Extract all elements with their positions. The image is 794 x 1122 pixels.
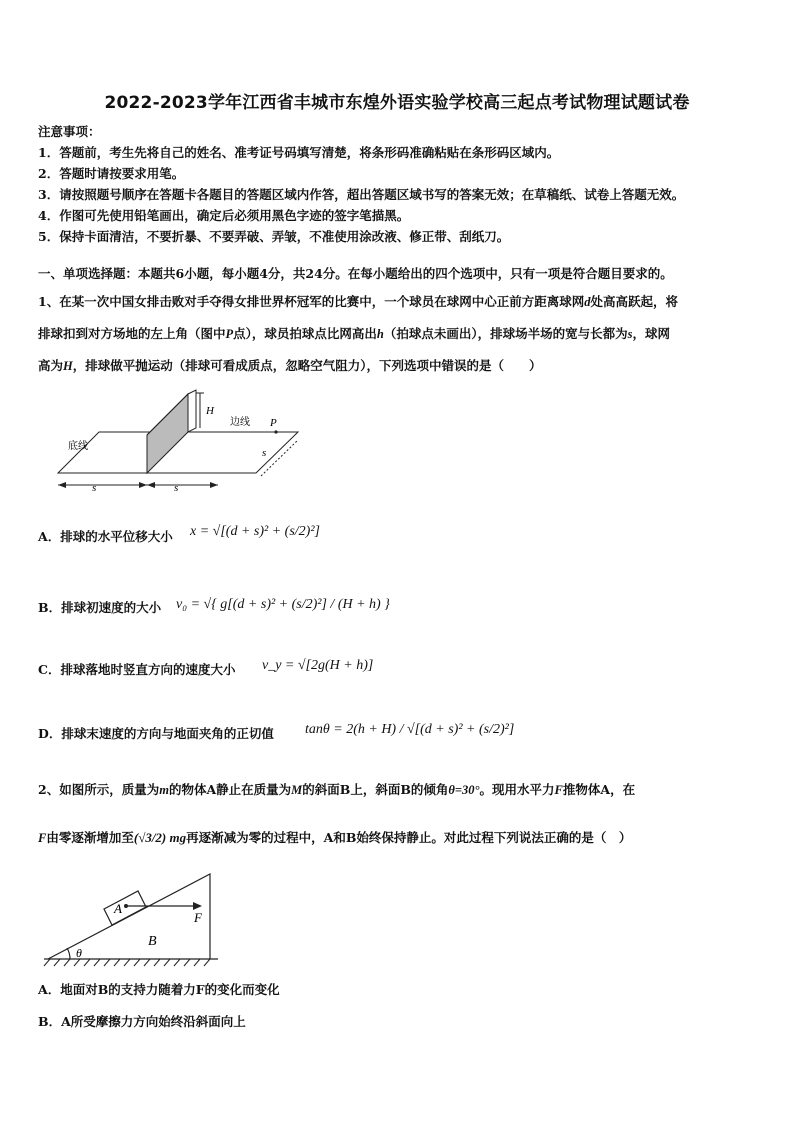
q1-option-b: B．排球初速度的大小	[38, 600, 162, 615]
q1-option-a-formula: x = √[(d + s)² + (s/2)²]	[190, 524, 320, 539]
label-B: B	[148, 934, 157, 949]
q2-option-a: A．地面对B的支持力随着力F的变化而变化	[38, 982, 280, 997]
label-baseline: 底线	[68, 441, 88, 452]
label-s-right: s	[174, 482, 179, 494]
label-theta: θ	[76, 946, 82, 960]
label-s-side: s	[262, 447, 267, 459]
label-F: F	[194, 910, 202, 925]
q1-line-2: 排球扣到对方场地的左上角（图中P点），球员拍球点比网高出h（拍球点未画出），排球场半场的宽与长都为s，球网	[38, 326, 671, 341]
q1-option-d-formula: tanθ = 2(h + H) / √[(d + s)² + (s/2)²]	[305, 722, 515, 737]
section-heading: 一、单项选择题：本题共6小题，每小题4分，共24分。在每小题给出的四个选项中，只有一项是符合题目要求的。	[38, 266, 673, 281]
q1-option-d: D．排球末速度的方向与地面夹角的正切值	[38, 726, 274, 741]
label-sideline: 边线	[230, 417, 250, 428]
q2-line-1: 2、如图所示，质量为m的物体A静止在质量为M的斜面B上，斜面B的倾角θ=30°。现用水平力F推物体A，在	[38, 782, 636, 797]
notice-item: 4．作图可先使用铅笔画出，确定后必须用黑色字迹的签字笔描黑。	[38, 208, 410, 223]
label-A: A	[114, 901, 122, 916]
notice-heading: 注意事项：	[38, 124, 101, 139]
incline-figure	[40, 870, 230, 970]
label-P: P	[270, 417, 277, 429]
volleyball-court-figure	[40, 388, 310, 498]
q1-line-3: 高为H，排球做平抛运动（排球可看成质点，忽略空气阻力），下列选项中错误的是（ ）	[38, 358, 542, 373]
notice-item: 2．答题时请按要求用笔。	[38, 166, 185, 181]
q1-option-b-formula: v₀ = √{ g[(d + s)² + (s/2)²] / (H + h) }	[176, 597, 390, 612]
q2-line-2: F由零逐渐增加至(√3/2) mg再逐渐减为零的过程中，A和B始终保持静止。对此过程下列说法正确的是（ ）	[38, 830, 632, 845]
notice-item: 5．保持卡面清洁，不要折暴、不要弄破、弄皱，不准使用涂改液、修正带、刮纸刀。	[38, 229, 510, 244]
label-s-left: s	[92, 482, 97, 494]
notice-item: 3．请按照题号顺序在答题卡各题目的答题区域内作答，超出答题区域书写的答案无效；在草稿纸、试卷上答题无效。	[38, 187, 685, 202]
q1-option-c: C．排球落地时竖直方向的速度大小	[38, 662, 236, 677]
q1-line-1: 1、在某一次中国女排击败对手夺得女排世界杯冠军的比赛中，一个球员在球网中心正前方距离球网d处高高跃起，将	[38, 294, 678, 309]
label-H: H	[206, 405, 214, 417]
page-title: 2022-2023学年江西省丰城市东煌外语实验学校高三起点考试物理试题试卷	[104, 93, 690, 113]
q1-option-a: A．排球的水平位移大小	[38, 529, 173, 544]
q1-option-c-formula: v_y = √[2g(H + h)]	[262, 658, 374, 673]
q2-option-b: B．A所受摩擦力方向始终沿斜面向上	[38, 1014, 246, 1029]
notice-item: 1．答题前，考生先将自己的姓名、准考证号码填写清楚，将条形码准确粘贴在条形码区域内。	[38, 145, 560, 160]
